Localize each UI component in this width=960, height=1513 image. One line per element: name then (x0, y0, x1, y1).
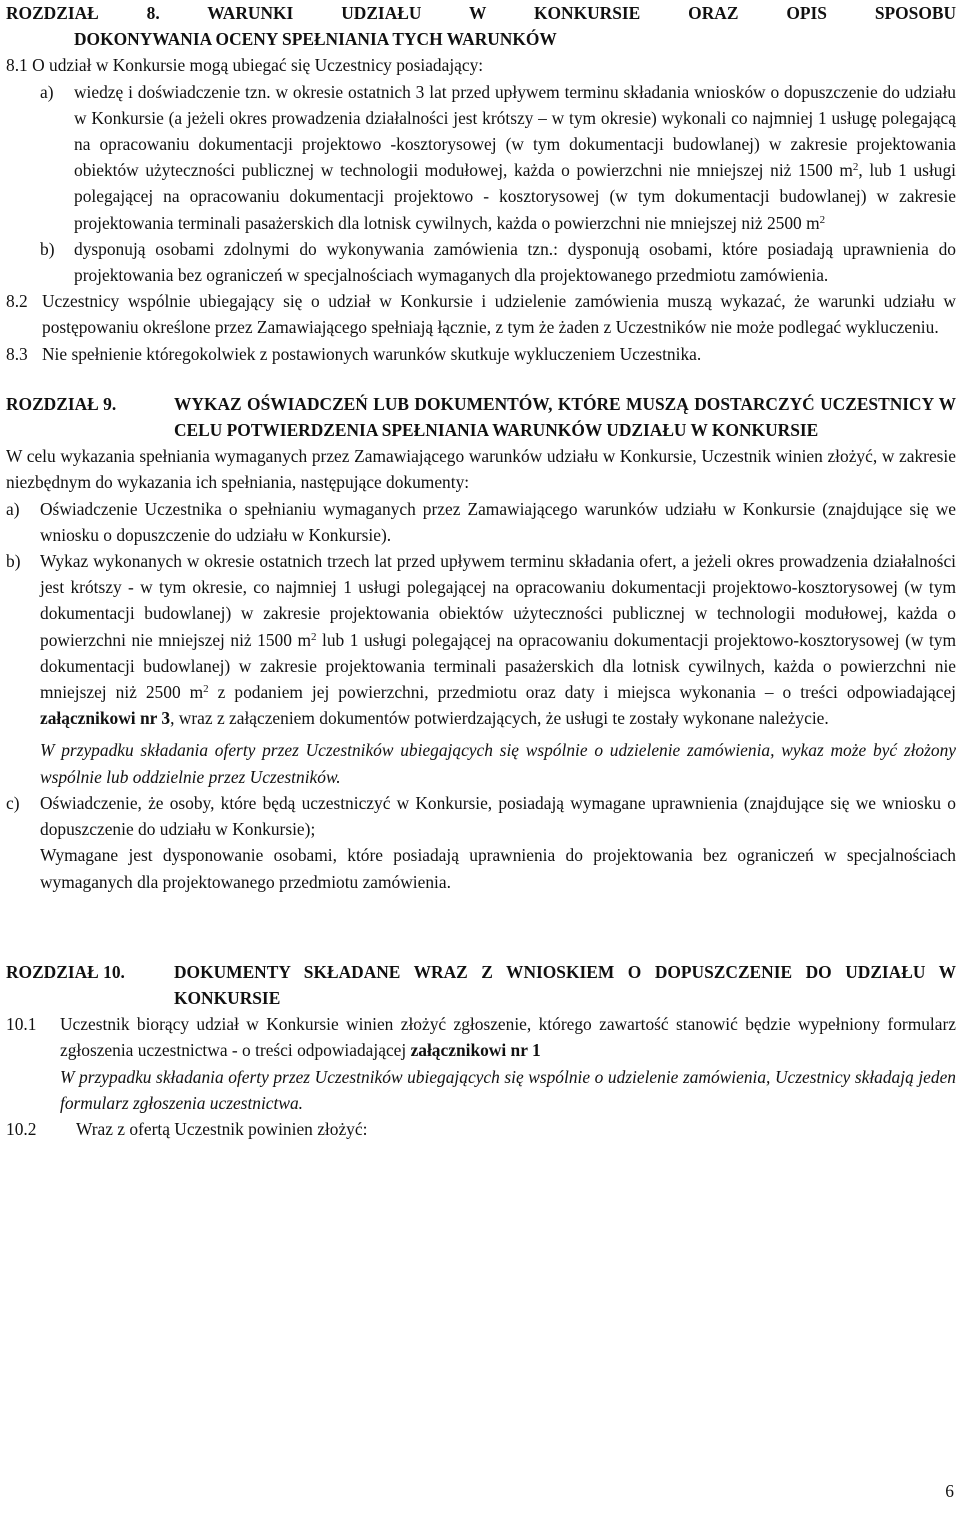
chapter-9-title: WYKAZ OŚWIADCZEŃ LUB DOKUMENTÓW, KTÓRE MUSZĄ DOSTARCZYĆ UCZESTNICY W CELU POTWIERDZENIA SPEŁNIANIA WARUNKÓW UDZIAŁU W KONKURSIE (174, 393, 956, 441)
item-label: a) (6, 498, 20, 519)
chapter-9-intro: W celu wykazania spełniania wymaganych przez Zamawiającego warunków udziału w Konkursie, Uczestnik winien złożyć, w zakresie niezbędnym do wykazania ich spełniania, następujące dokumenty: (6, 446, 956, 493)
page-number: 6 (945, 1481, 954, 1501)
document-page (6, 0, 956, 1142)
paragraph-text: Uczestnicy wspólnie ubiegający się o udział w Konkursie i udzielenie zamówienia muszą wykazać, że warunki udziału w postępowaniu określone przez Zamawiającego spełniają łącznie, z tym że żaden z Uczestników nie może podlegać wykluczeniu. (42, 291, 956, 338)
chapter-9-heading (6, 391, 956, 443)
item-9-c (6, 790, 956, 895)
paragraph-8-2 (6, 288, 956, 340)
chapter-10-heading (6, 959, 956, 1011)
paragraph-text: Wraz z ofertą Uczestnik powinien złożyć: (76, 1118, 368, 1139)
chapter-10-label: ROZDZIAŁ 10. (6, 961, 125, 982)
item-text: Oświadczenie, że osoby, które będą uczestniczyć w Konkursie, posiadają wymagane uprawnienia (znajdujące się we wniosku o dopuszczenie do udziału w Konkursie); Wymagane jest dysponowanie osobami, które posiadają uprawnienia do projektowania bez ograniczeń w specjalnościach wymaganych dla projektowanego przedmiotu zamówienia. (40, 792, 956, 892)
chapter-10-title: DOKUMENTY SKŁADANE WRAZ Z WNIOSKIEM O DOPUSZCZENIE DO UDZIAŁU W KONKURSIE (174, 961, 956, 1008)
item-text: Wykaz wykonanych w okresie ostatnich trzech lat przed upływem terminu składania ofert, a jeżeli okres prowadzenia działalności jest krótszy - w tym okresie, co najmniej 1 usługi polegającej na opracowaniu dokumentacji projektowo-kosztorysowej (w tym dokumentacji budowlanej) w zakresie projektowania obiektów użyteczności publicznej w technologii modułowej, każda o powierzchni nie mniejszej niż 1500 $m^2$ lub 1 usługi polegającej na opracowaniu dokumentacji projektowo-kosztorysowej (w tym dokumentacji budowlanej) w zakresie projektowania terminali pasażerskich dla lotnisk cywilnych, każda o powierzchni nie mniejszej niż 2500 $m^2$ z podaniem jej powierzchni, przedmiotu oraz daty i miejsca wykonania – o treści odpowiadającej załącznikowi nr 3, wraz z załączeniem dokumentów potwierdzających, że usługi te zostały wykonane należycie. W przypadku składania oferty przez Uczestników ubiegających się wspólnie o udzielenie zamówienia, wykaz może być złożony wspólnie lub oddzielnie przez Uczestników. (40, 548, 956, 790)
item-8-1-b (6, 236, 956, 288)
item-9-a (6, 496, 956, 548)
item-text: dysponują osobami zdolnymi do wykonywania zamówienia tzn.: dysponują osobami, które posiadają uprawnienia do projektowania bez ograniczeń w specjalnościach wymaganych dla projektowanego przedmiotu zamówienia. (74, 238, 956, 286)
paragraph-number: 8.2 (6, 291, 28, 312)
chapter-8-heading-line2: DOKONYWANIA OCENY SPEŁNIANIA TYCH WARUNKÓW (74, 29, 557, 50)
paragraph-note: W przypadku składania oferty przez Uczestników ubiegających się wspólnie o udzielenie zamówienia, Uczestnicy składają jeden formularz zgłoszenia uczestnictwa. (60, 1066, 956, 1113)
paragraph-text: Nie spełnienie któregokolwiek z postawionych warunków skutkuje wykluczeniem Uczestnika. (42, 343, 702, 364)
item-9-b (6, 548, 956, 790)
item-text: Oświadczenie Uczestnika o spełnianiu wymaganych przez Zamawiającego warunków udziału w Konkursie (znajdujące się we wniosku o dopuszczenie do udziału w Konkursie). (40, 498, 956, 545)
item-8-1-a (6, 79, 956, 236)
paragraph-8-1: 8.1 O udział w Konkursie mogą ubiegać się Uczestnicy posiadający: (6, 55, 484, 76)
paragraph-text: Uczestnik biorący udział w Konkursie winien złożyć zgłoszenie, którego zawartość stanowić będzie wypełniony formularz zgłoszenia uczestnictwa - o treści odpowiadającej załącznikowi nr 1 W przypadku składania oferty przez Uczestników ubiegających się wspólnie o udzielenie zamówienia, Uczestnicy składają jeden formularz zgłoszenia uczestnictwa. (60, 1011, 956, 1116)
item-label: b) (40, 238, 55, 259)
paragraph-number: 8.3 (6, 343, 28, 364)
item-note: W przypadku składania oferty przez Uczestników ubiegających się wspólnie o udzielenie zamówienia, wykaz może być złożony wspólnie lub oddzielnie przez Uczestników. (40, 740, 956, 787)
paragraph-number: 10.2 (6, 1118, 37, 1139)
item-label: a) (40, 81, 54, 102)
paragraph-10-2 (6, 1116, 956, 1142)
paragraph-10-1 (6, 1011, 956, 1116)
item-text: wiedzę i doświadczenie tzn. w okresie ostatnich 3 lat przed upływem terminu składania wniosków o dopuszczenie do udziału w Konkursie (a jeżeli okres prowadzenia działalności jest krótszy – w tym okresie) wykonali co najmniej 1 usługę polegającą na opracowaniu dokumentacji projektowo -kosztorysowej (w tym dokumentacji budowlanej) w zakresie projektowania obiektów użyteczności publicznej w technologii modułowej, każda o powierzchni nie mniejszej niż 1500 $m^2$, lub 1 usługi polegającej na opracowaniu dokumentacji projektowo - kosztorysowej (w tym dokumentacji budowlanej) w zakresie projektowania terminali pasażerskich dla lotnisk cywilnych, każda o powierzchni nie mniejszej niż 2500 $m^2$ (74, 81, 956, 233)
paragraph-number: 10.1 (6, 1014, 37, 1035)
item-label: b) (6, 551, 21, 572)
paragraph-8-3 (6, 341, 956, 367)
chapter-9-label: ROZDZIAŁ 9. (6, 393, 117, 414)
chapter-8-heading-line1: ROZDZIAŁ 8. WARUNKI UDZIAŁU W KONKURSIE ORAZ OPIS SPOSOBU (6, 3, 956, 23)
item-label: c) (6, 792, 20, 813)
